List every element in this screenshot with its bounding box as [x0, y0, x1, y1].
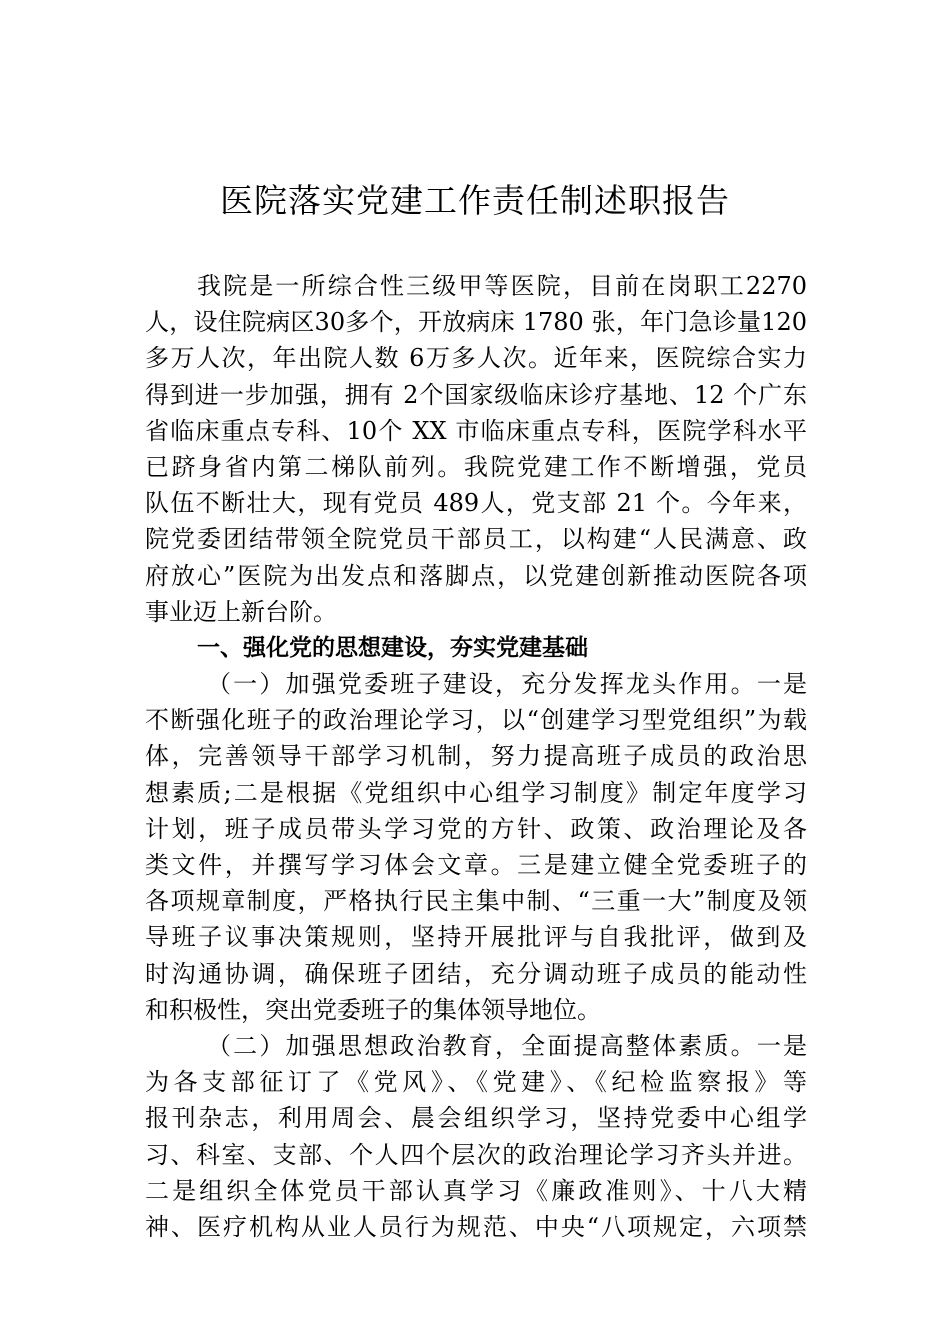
- paragraph-line: 习、科室、支部、个人四个层次的政治理论学习齐头并进。: [145, 1140, 807, 1169]
- paragraph-line: 人，设住院病区30多个，开放病床 1780 张，年门急诊量120: [145, 308, 807, 337]
- paragraph-line: 导班子议事决策规则，坚持开展批评与自我批评，做到及: [145, 923, 807, 952]
- document-title: 医院落实党建工作责任制述职报告: [220, 181, 730, 220]
- paragraph-line: 体，完善领导干部学习机制，努力提高班子成员的政治思: [145, 742, 807, 771]
- paragraph-line: 得到进一步加强，拥有 2个国家级临床诊疗基地、12 个广东: [145, 380, 807, 409]
- paragraph-line: 队伍不断壮大，现有党员 489人，党支部 21 个。今年来，: [145, 489, 807, 518]
- paragraph-line: 时沟通协调，确保班子团结，充分调动班子成员的能动性: [145, 959, 807, 988]
- paragraph-line: 已跻身省内第二梯队前列。我院党建工作不断增强，党员: [145, 452, 807, 481]
- section-heading: 一、强化党的思想建设，夯实党建基础: [197, 634, 588, 661]
- paragraph-line: 不断强化班子的政治理论学习，以“创建学习型党组织”为载: [145, 706, 807, 735]
- paragraph-line: 神、医疗机构从业人员行为规范、中央“八项规定，六项禁: [145, 1212, 807, 1241]
- paragraph-line: 事业迈上新台阶。: [145, 597, 337, 626]
- paragraph-line: （二）加强思想政治教育，全面提高整体素质。一是: [207, 1031, 807, 1060]
- paragraph-line: 和积极性，突出党委班子的集体领导地位。: [145, 995, 601, 1024]
- paragraph-line: 院党委团结带领全院党员干部员工，以构建“人民满意、政: [145, 525, 807, 554]
- paragraph-line: 多万人次，年出院人数 6万多人次。近年来，医院综合实力: [145, 344, 807, 373]
- paragraph-line: 想素质;二是根据《党组织中心组学习制度》制定年度学习: [145, 778, 807, 807]
- paragraph-line: 报刊杂志，利用周会、晨会组织学习，坚持党委中心组学: [145, 1104, 807, 1133]
- paragraph-line: 类文件，并撰写学习体会文章。三是建立健全党委班子的: [145, 851, 807, 879]
- paragraph-line: 为各支部征订了《党风》、《党建》、《纪检监察报》等: [145, 1068, 807, 1097]
- paragraph-line: 我院是一所综合性三级甲等医院，目前在岗职工2270: [197, 272, 807, 300]
- paragraph-line: 各项规章制度，严格执行民主集中制、“三重一大”制度及领: [145, 887, 807, 916]
- paragraph-line: 二是组织全体党员干部认真学习《廉政准则》、十八大精: [145, 1176, 807, 1205]
- paragraph-line: （一）加强党委班子建设，充分发挥龙头作用。一是: [207, 670, 807, 699]
- document-body: [145, 268, 807, 1245]
- paragraph-line: 府放心”医院为出发点和落脚点，以党建创新推动医院各项: [145, 561, 807, 590]
- paragraph-line: 省临床重点专科、10个 XX 市临床重点专科，医院学科水平: [145, 416, 807, 445]
- paragraph-line: 计划，班子成员带头学习党的方针、政策、政治理论及各: [145, 814, 807, 843]
